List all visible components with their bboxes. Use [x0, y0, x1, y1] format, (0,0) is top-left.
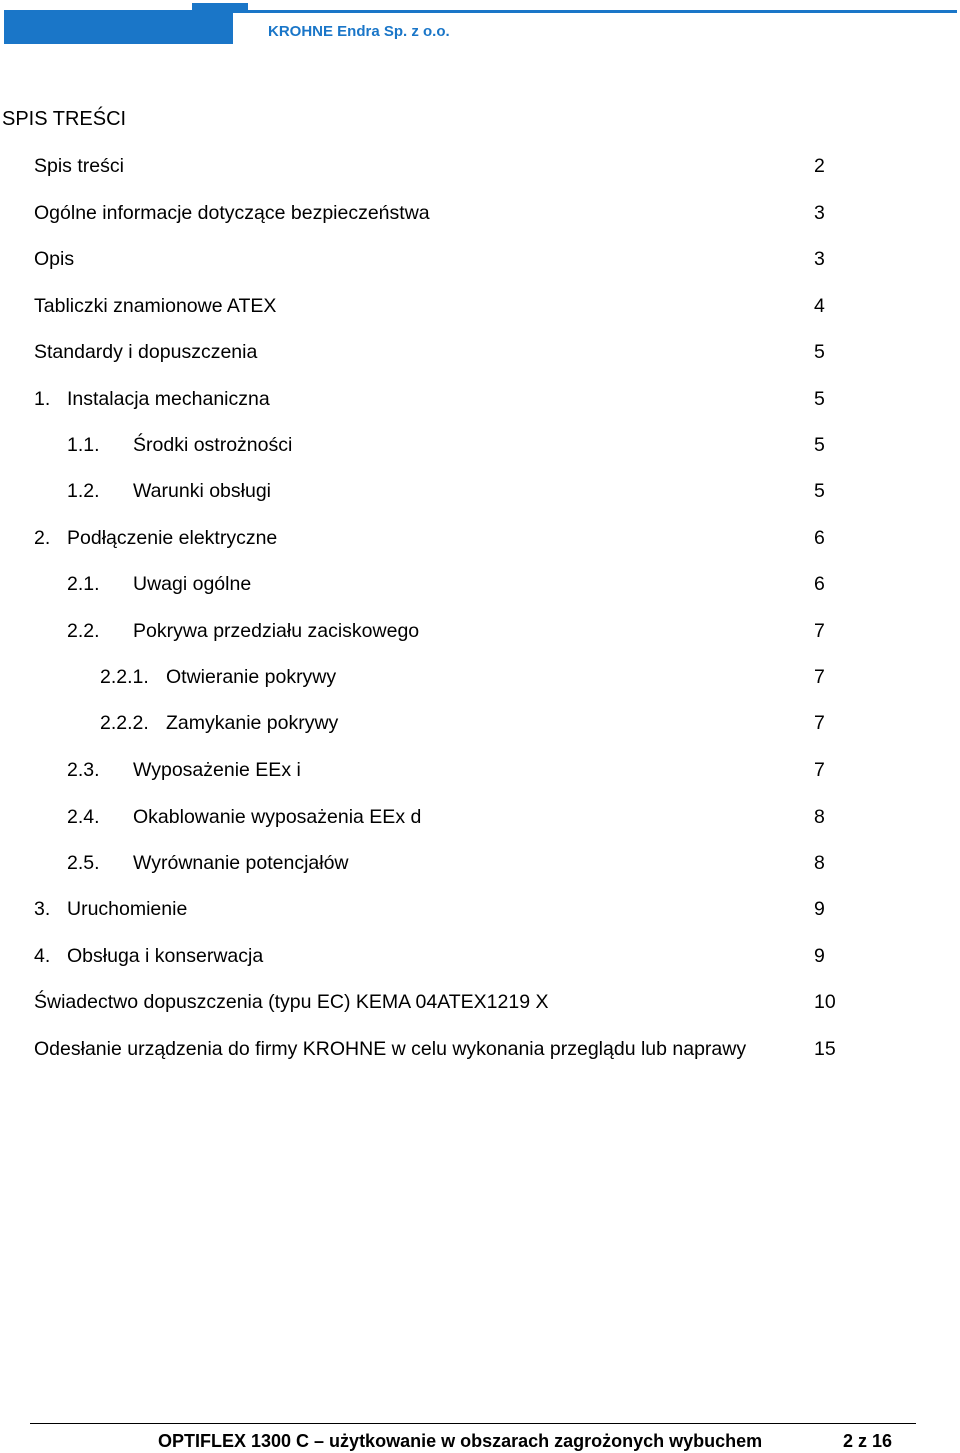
- toc-entry-page: 5: [814, 388, 825, 410]
- toc-entry-label: Świadectwo dopuszczenia (typu EC) KEMA 04ATEX1219 X: [34, 991, 549, 1013]
- toc-entry[interactable]: [0, 711, 960, 735]
- toc-entry-page: 15: [814, 1038, 836, 1060]
- toc-entry-page: 2: [814, 155, 825, 177]
- footer-page-number: 2 z 16: [843, 1431, 893, 1451]
- toc-entry-number: 2.4.: [67, 806, 100, 828]
- toc-entry-label: Odesłanie urządzenia do firmy KROHNE w celu wykonania przeglądu lub naprawy: [34, 1038, 747, 1060]
- toc-entry-page: 7: [814, 759, 825, 781]
- toc-entry-label: Okablowanie wyposażenia EEx d: [133, 806, 422, 828]
- toc-entry-number: 1.2.: [67, 480, 100, 502]
- header-accent-tab: [192, 3, 248, 10]
- toc-entry-label: Obsługa i konserwacja: [67, 945, 264, 967]
- toc-entry[interactable]: [0, 340, 960, 364]
- toc-entry-page: 7: [814, 712, 825, 734]
- toc-entry-page: 4: [814, 295, 825, 317]
- toc-entry[interactable]: [0, 526, 960, 550]
- toc-entry-page: 8: [814, 806, 825, 828]
- toc-entry-number: 4.: [34, 945, 51, 967]
- footer-document-title: OPTIFLEX 1300 C – użytkowanie w obszarach zagrożonych wybuchem: [158, 1431, 763, 1451]
- toc-entry[interactable]: [0, 665, 960, 689]
- toc-entry-page: 9: [814, 898, 825, 920]
- toc-entry-label: Tabliczki znamionowe ATEX: [34, 295, 277, 317]
- toc-entry-number: 2.3.: [67, 759, 100, 781]
- toc-entry-number: 2.2.: [67, 620, 100, 642]
- toc-entry-page: 6: [814, 527, 825, 549]
- toc-entry[interactable]: [0, 758, 960, 782]
- toc-entry-number: 2.5.: [67, 852, 100, 874]
- toc-entry-label: Pokrywa przedziału zaciskowego: [133, 620, 420, 642]
- toc-entry[interactable]: [0, 572, 960, 596]
- toc-entry-label: Instalacja mechaniczna: [67, 388, 270, 410]
- toc-entry[interactable]: [0, 294, 960, 318]
- toc-entry-label: Uruchomienie: [67, 898, 188, 920]
- toc-entry-label: Środki ostrożności: [133, 434, 293, 456]
- toc-entry-number: 2.: [34, 527, 51, 549]
- toc-entry[interactable]: [0, 851, 960, 875]
- toc-entry-label: Uwagi ogólne: [133, 573, 252, 595]
- toc-entry-page: 7: [814, 666, 825, 688]
- toc-entry[interactable]: [0, 897, 960, 921]
- toc-entry[interactable]: [0, 990, 960, 1014]
- toc-entry-label: Ogólne informacje dotyczące bezpieczeństwa: [34, 202, 430, 224]
- toc-entry-label: Opis: [34, 248, 75, 270]
- company-name: KROHNE Endra Sp. z o.o.: [268, 23, 450, 40]
- toc-entry[interactable]: [0, 944, 960, 968]
- toc-entry-page: 8: [814, 852, 825, 874]
- toc-entry-label: Wyrównanie potencjałów: [133, 852, 349, 874]
- toc-entry[interactable]: [0, 387, 960, 411]
- toc-entry-page: 5: [814, 341, 825, 363]
- toc-entry-page: 7: [814, 620, 825, 642]
- toc-entry-page: 9: [814, 945, 825, 967]
- toc-entry-label: Spis treści: [34, 155, 124, 177]
- toc-entry[interactable]: [0, 619, 960, 643]
- toc-entry-label: Podłączenie elektryczne: [67, 527, 278, 549]
- toc-entry[interactable]: [0, 154, 960, 178]
- toc-entry-label: Wyposażenie EEx i: [133, 759, 301, 781]
- header-accent-bar: [4, 10, 233, 44]
- toc-entry[interactable]: [0, 805, 960, 829]
- toc-entry-page: 5: [814, 434, 825, 456]
- toc-entry-number: 1.: [34, 388, 51, 410]
- toc-entry-page: 5: [814, 480, 825, 502]
- toc-entry-number: 2.1.: [67, 573, 100, 595]
- toc-entry-label: Warunki obsługi: [133, 480, 272, 502]
- toc-entry-page: 3: [814, 248, 825, 270]
- header-rule: [233, 10, 957, 13]
- toc-title: SPIS TREŚCI: [2, 108, 127, 130]
- toc-entry-number: 2.2.1.: [100, 666, 149, 688]
- toc-entry-label: Zamykanie pokrywy: [166, 712, 339, 734]
- toc-entry-label: Otwieranie pokrywy: [166, 666, 337, 688]
- toc-entry-page: 3: [814, 202, 825, 224]
- toc-entry-page: 6: [814, 573, 825, 595]
- toc-entry-number: 2.2.2.: [100, 712, 149, 734]
- toc-entry-number: 3.: [34, 898, 51, 920]
- toc-entry-number: 1.1.: [67, 434, 100, 456]
- toc-entry[interactable]: [0, 479, 960, 503]
- footer-rule: [30, 1423, 916, 1424]
- toc-entry-page: 10: [814, 991, 836, 1013]
- toc-entry[interactable]: [0, 201, 960, 225]
- toc-entry[interactable]: [0, 247, 960, 271]
- toc-entry-label: Standardy i dopuszczenia: [34, 341, 258, 363]
- toc-entry[interactable]: [0, 1037, 960, 1061]
- toc-entry[interactable]: [0, 433, 960, 457]
